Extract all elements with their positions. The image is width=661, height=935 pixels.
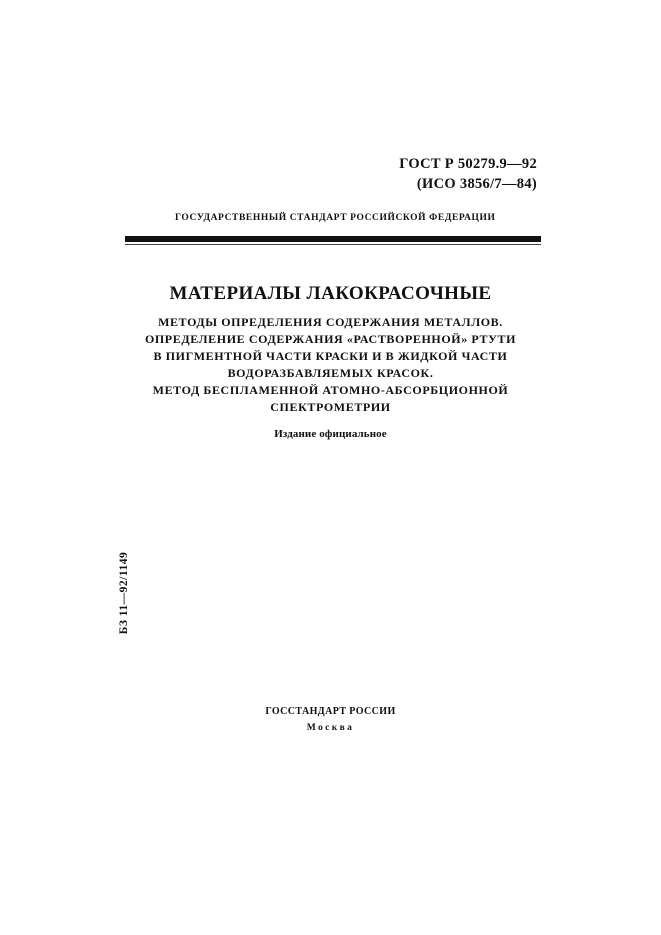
subtitle-line: СПЕКТРОМЕТРИИ bbox=[270, 400, 391, 414]
iso-number: (ИСО 3856/7—84) bbox=[416, 176, 537, 192]
subtitle-line: ВОДОРАЗБАВЛЯЕМЫХ КРАСОК. bbox=[227, 366, 434, 380]
subtitle-line: МЕТОДЫ ОПРЕДЕЛЕНИЯ СОДЕРЖАНИЯ МЕТАЛЛОВ. bbox=[158, 315, 503, 329]
thin-divider bbox=[125, 244, 541, 245]
document-subtitle bbox=[0, 314, 661, 416]
subtitle-line: ОПРЕДЕЛЕНИЕ СОДЕРЖАНИЯ «РАСТВОРЕННОЙ» РТУТИ bbox=[144, 332, 517, 346]
publisher-block bbox=[0, 703, 661, 737]
state-standard-heading: ГОСУДАРСТВЕННЫЙ СТАНДАРТ РОССИЙСКОЙ ФЕДЕРАЦИИ bbox=[175, 213, 496, 223]
subtitle-line: В ПИГМЕНТНОЙ ЧАСТИ КРАСКИ И В ЖИДКОЙ ЧАСТИ bbox=[153, 349, 508, 363]
gost-number-block bbox=[399, 154, 537, 194]
registration-text: БЗ 11—92/1149 bbox=[118, 551, 130, 635]
edition-note: Издание официальное bbox=[274, 428, 387, 440]
subtitle-line: МЕТОД БЕСПЛАМЕННОЙ АТОМНО-АБСОРБЦИОННОЙ bbox=[152, 383, 509, 397]
publisher-city: Москва bbox=[306, 723, 355, 733]
thick-divider bbox=[125, 236, 541, 242]
publisher-name: ГОССТАНДАРТ РОССИИ bbox=[265, 706, 396, 717]
gost-number: ГОСТ Р 50279.9—92 bbox=[399, 156, 537, 172]
registration-mark bbox=[112, 542, 136, 644]
document-title: МАТЕРИАЛЫ ЛАКОКРАСОЧНЫЕ bbox=[169, 283, 492, 304]
